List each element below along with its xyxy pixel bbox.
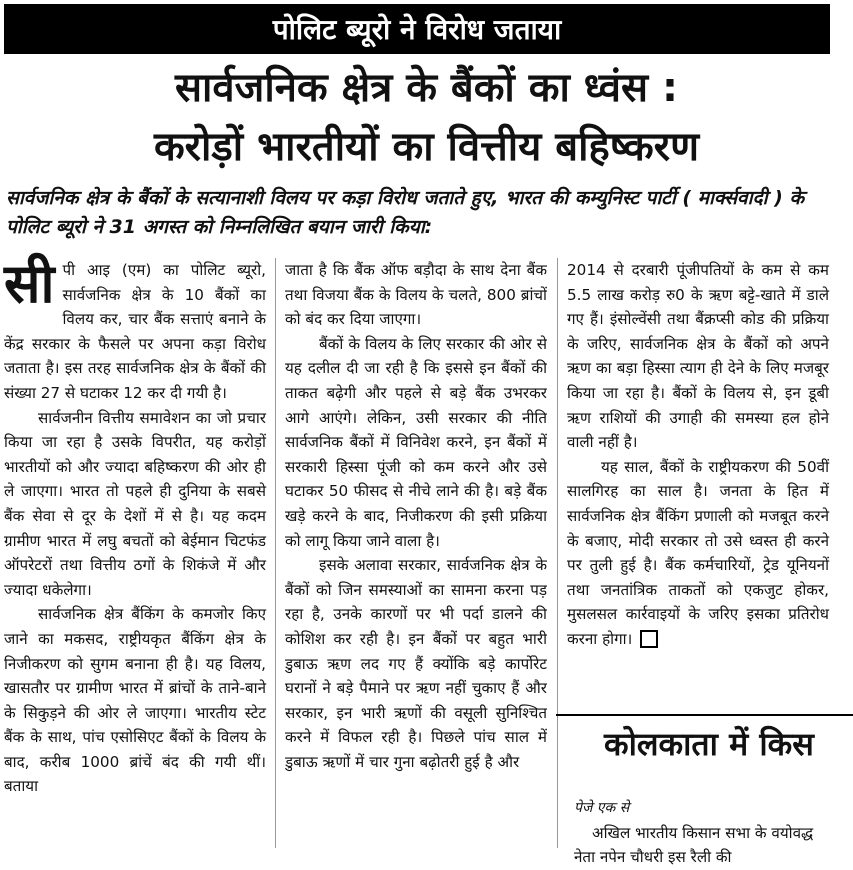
continued-label: पेजे एक से [574,800,630,816]
article-column-3 [567,258,829,652]
article-column-2 [285,258,547,843]
paragraph: जाता है कि बैंक ऑफ बड़ौदा के साथ देना बैंक तथा विजया बैंक के विलय के चलते, 800 ब्रांचों को बंद कर दिया जाएगा। [285,261,547,329]
kolkata-article [574,796,834,870]
article-column-1 [4,252,266,799]
paragraph: बैंकों के विलय के लिए सरकार की ओर से यह दलील दी जा रही है कि इससे इन बैंकों की ताकत बढ़ेगी और पहले से बड़े बैंक उभरकर आगे आएंगे। लेकिन, उसी सरकार की नीति सार्वजनिक बैंकों में विनिवेश करने, इन बैंकों में सरकारी हिस्सा पूंजी को कम करने और उसे घटाकर 50 फीसद से नीचे लाने की है। बड़े बैंक खड़े करने के बाद, निजीकरण की इसी प्रक्रिया को लागू किया जाने वाला है। [285,334,547,550]
section-rule [556,714,853,716]
paragraph: 2014 से दरबारी पूंजीपतियों के कम से कम 5.5 लाख करोड़ रु0 के ऋण बट्टे-खाते में डाले गए हैं। इंसोल्वेंसी तथा बैंक्रप्सी कोड की प्रक्रिया के जरिए, सार्वजनिक क्षेत्र के बैंकों को अपने ऋण का बड़ा हिस्सा त्याग ही देने के लिए मजबूर किया जा रहा है। बैंकों के विलय से, इन डूबी ऋण राशियों की उगाही की समस्या हल होने वाली नहीं है। [567,261,829,452]
headline-line-2: करोड़ों भारतीयों का वित्तीय बहिष्करण [153,124,700,170]
paragraph: इसके अलावा सरकार, सार्वजनिक क्षेत्र के बैंकों को जिन समस्याओं का सामना करना पड़ रहा है, उनके कारणों पर भी पर्दा डालने की कोशिश कर रही है। इन बैंकों पर बहुत भारी डुबाऊ ऋण लद गए हैं क्योंकि बड़े कार्पोरेट घरानों ने बड़े पैमाने पर ऋण नहीं चुकाए हैं और सरकार, इन भारी ऋणों की वसूली सुनिश्चित करने में विफल रही है। पिछले पांच साल में डुबाऊ ऋणों में चार गुना बढ़ोतरी हुई है और [285,556,547,771]
drop-cap: सी [4,252,55,315]
paragraph: अखिल भारतीय किसान सभा के वयोवद्ध नेता नपेन चौधरी इस रैली की [574,823,814,867]
paragraph: सार्वजनिक क्षेत्र बैंकिंग के कमजोर किए जाने का मकसद, राष्ट्रीयकृत बैंकिंग क्षेत्र के निजीकरण को सुगम बनाना ही है। यह विलय, खासतौर पर ग्रामीण भारत में ब्रांचों के ताने-बाने के सिकुड़ने की ओर ले जाएगा। भारतीय स्टेट बैंक के साथ, पांच एसोसिएट बैंकों के विलय के बाद, करीब 1000 ब्रांचें बंद की गयी थीं। बताया [4,605,266,796]
paragraph [567,455,829,652]
paragraph-text: यह साल, बैंकों के राष्ट्रीयकरण की 50वीं सालगिरह का साल है। जनता के हित में सार्वजनिक क्षेत्र बैंकिंग प्रणाली को मजबूत करने के बजाए, मोदी सरकार तो उसे ध्वस्त ही करने पर तुली हुई है। बैंक कर्मचारियों, ट्रेड यूनियनों तथा जनतांत्रिक ताकतों को एकजुट होकर, मुसलसल कार्रवाइयों के जरिए इसका प्रतिरोध करना होगा। [567,457,829,648]
paragraph [4,252,266,406]
kolkata-headline: कोलकाता में किस [604,725,814,763]
paragraph-text: पी आइ (एम) का पोलिट ब्यूरो, सार्वजनिक क्षेत्र के 10 बैंकों का विलय कर, चार बैंक सत्ताएं बनाने के केंद्र सरकार के फैसले पर अपना कड़ा विरोध जताता है। इस तरह सार्वजनिक क्षेत्र के बैंकों की संख्या 27 से घटाकर 12 कर दी गयी है। [4,261,266,402]
column-divider [275,258,276,848]
end-mark-icon [640,630,658,648]
paragraph: सार्वजनीन वित्तीय समावेशन का जो प्रचार किया जा रहा है उसके विपरीत, यह करोड़ों भारतीयों को और ज्यादा बहिष्करण की ओर ही ले जाएगा। भारत तो पहले ही दुनिया के सबसे बैंक सेवा से दूर के देशों में से है। यह कदम ग्रामीण भारत में लघु बचतों को बेईमान चिटफंड ऑपरेटरों तथा वित्तीय ठगों के शिकंजे में और ज्यादा धकेलेगा। [4,408,266,599]
section-banner: पोलिट ब्यूरो ने विरोध जताया [4,4,830,54]
intro-paragraph: सार्वजनिक क्षेत्र के बैंकों के सत्यानाशी विलय पर कड़ा विरोध जताते हुए, भारत की कम्युनिस्ट पार्टी ( मार्क्सवादी ) के पोलिट ब्यूरो ने 31 अगस्त को निम्नलिखित बयान जारी किया: [6,187,805,238]
headline-line-1: सार्वजनिक क्षेत्र के बैंकों का ध्वंस : [175,65,678,111]
column-divider [557,258,558,848]
